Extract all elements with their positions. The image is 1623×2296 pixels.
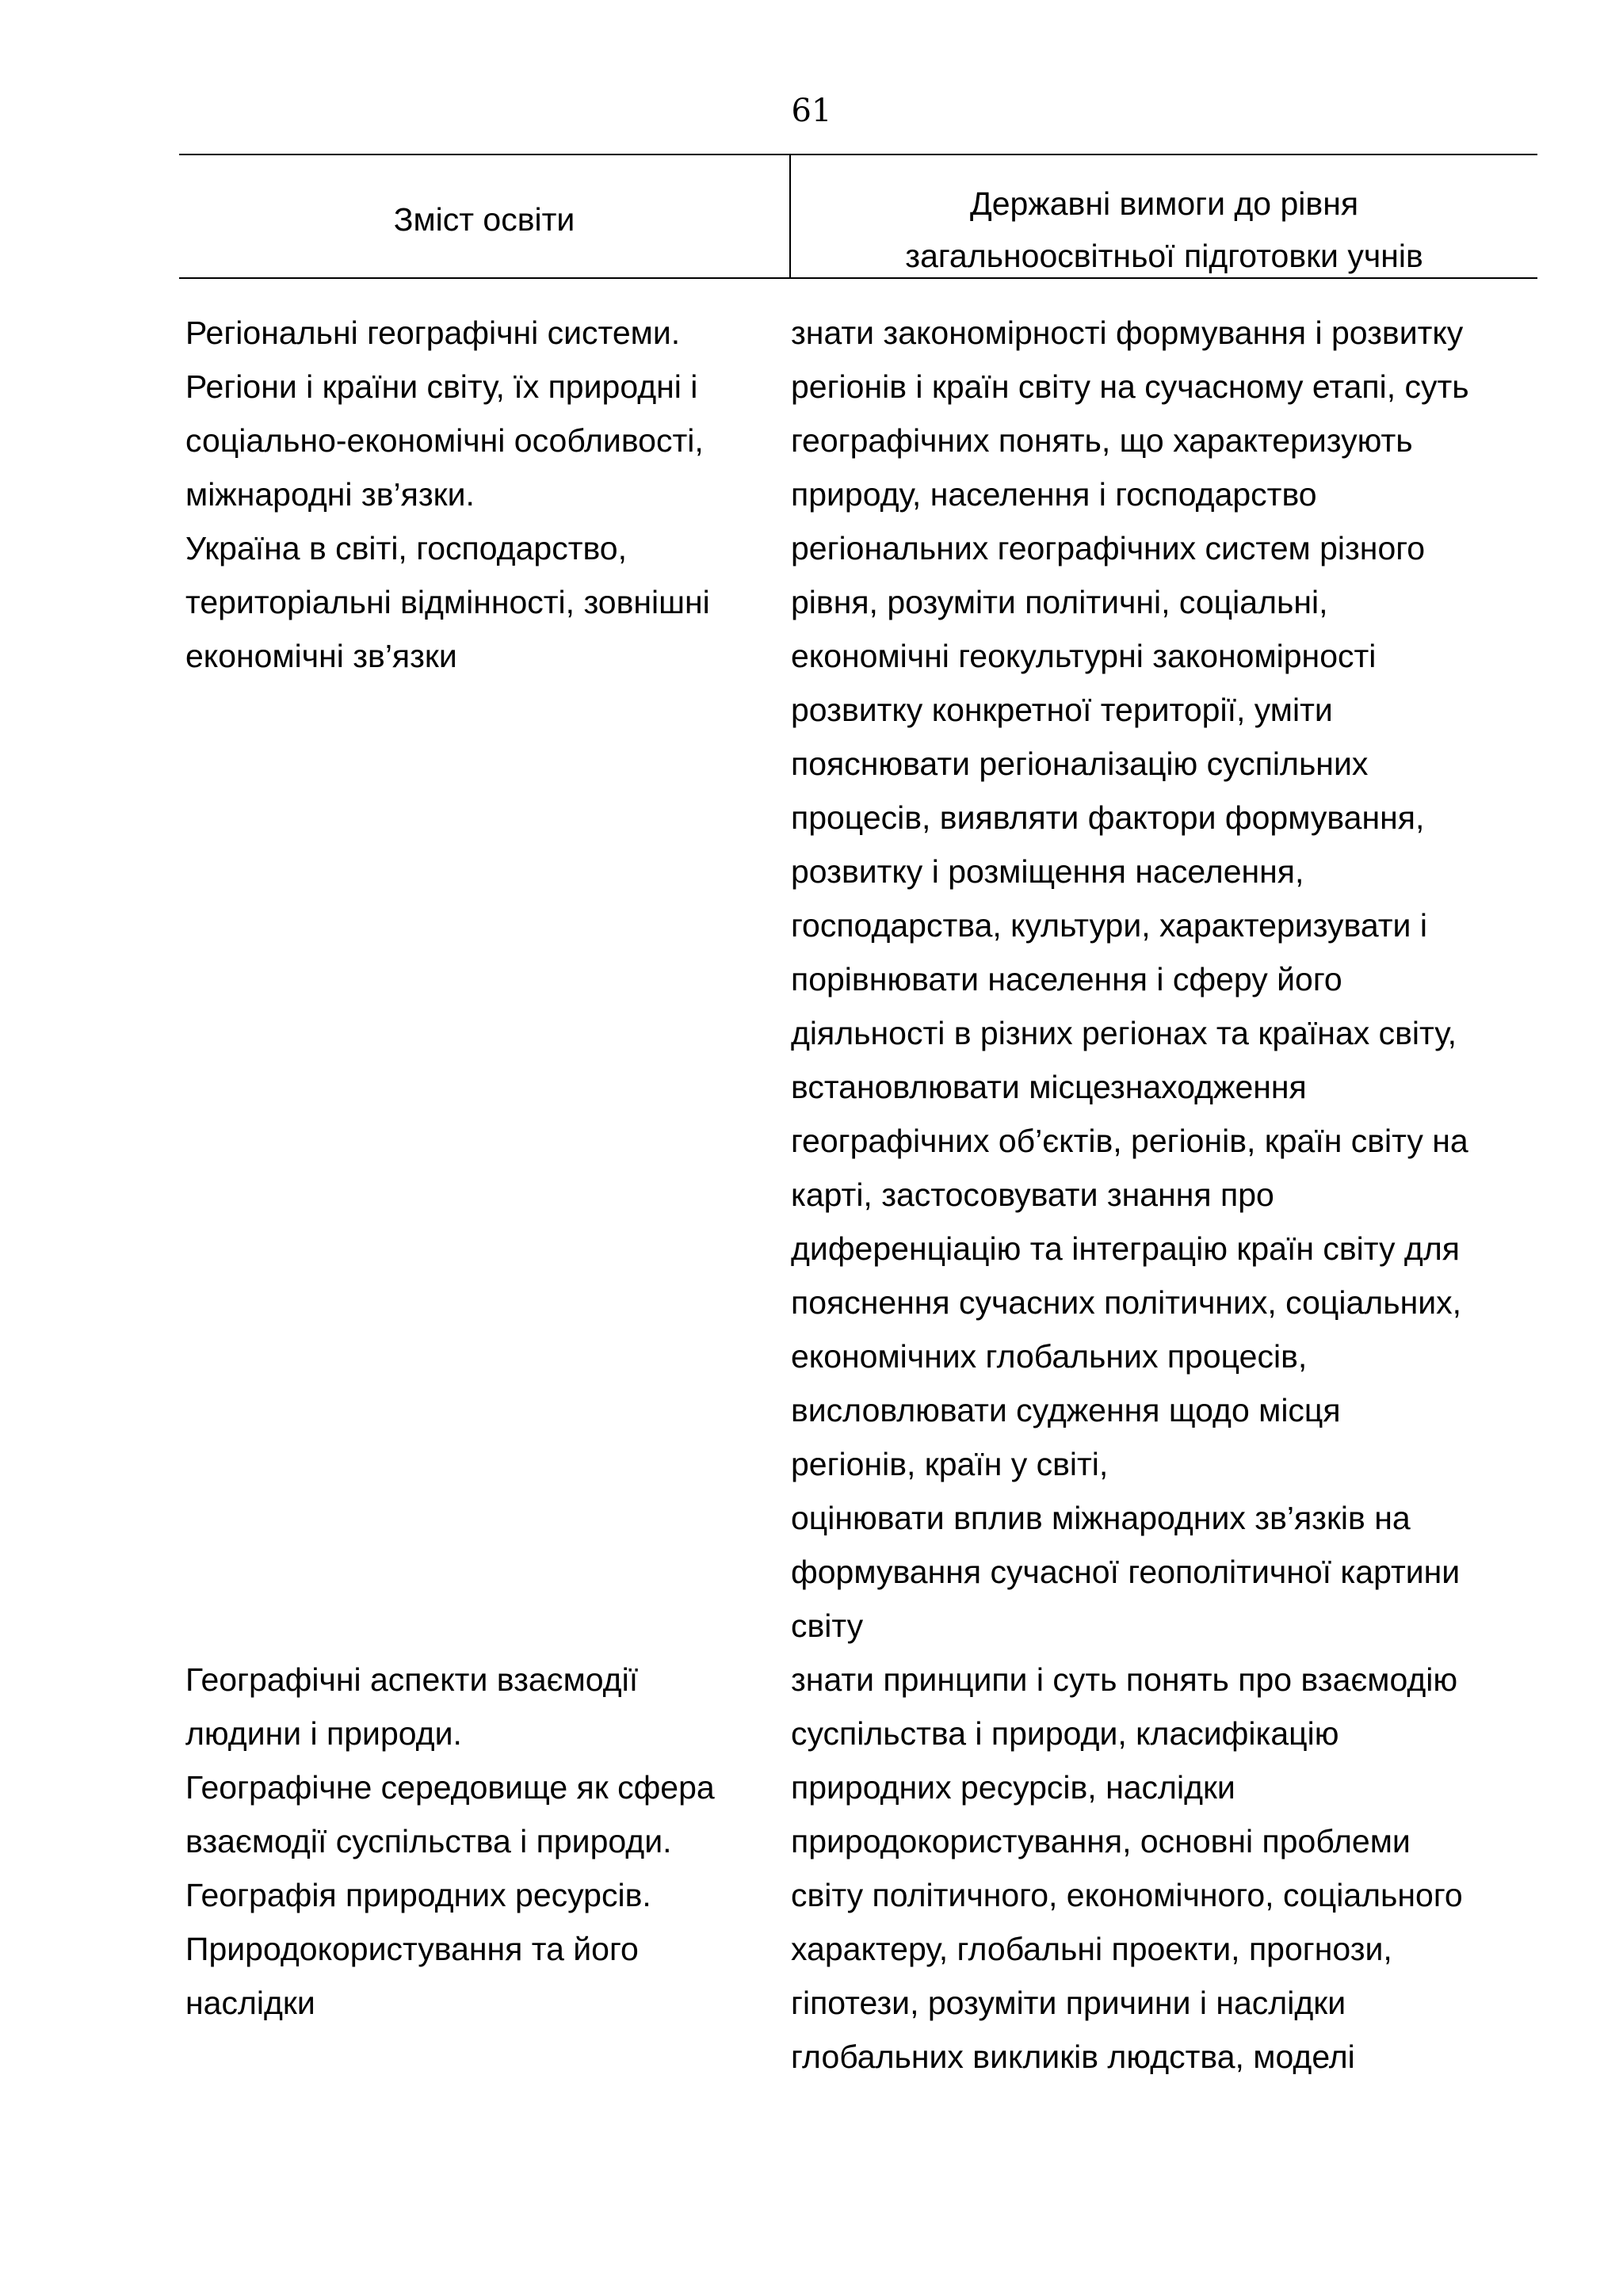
- content-cell: Географічні аспекти взаємодії людини і природи. Географічне середовище як сфера взаємодії суспільства і природи. Географія природних ресурсів. Природокористування та його наслідки: [185, 1661, 715, 2021]
- standards-table: [179, 154, 1537, 2075]
- table-header: [179, 154, 1537, 279]
- requirements-cell: знати закономірності формування і розвитку регіонів і країн світу на сучасному етапі, суть географічних понять, що характеризують природу, населення і господарство регіональних географічних систем різного рівня, розуміти політичні, соціальні, економічні геокультурні закономірності розвитку конкретної території, уміти пояснювати регіоналізацію суспільних процесів, виявляти фактори формування, розвитку і розміщення населення, господарства, культури, характеризувати і порівнювати населення і сферу його діяльності в різних регіонах та країнах світу, встановлювати місцезнаходження географічних об’єктів, регіонів, країн світу на карті, застосовувати знання про диференціацію та інтеграцію країн світу для пояснення сучасних політичних, соціальних, економічних глобальних процесів, висловлювати судження щодо місця регіонів, країн у світі, оцінювати вплив міжнародних зв’язків на формування сучасної геополітичної картини світу: [791, 315, 1469, 1644]
- header-content-column: Зміст освіти: [393, 200, 575, 238]
- header-requirements-column: Державні вимоги до рівня загальноосвітньої підготовки учнів: [905, 185, 1423, 274]
- page-number: 61: [791, 93, 832, 129]
- content-cell: Регіональні географічні системи. Регіони і країни світу, їх природні і соціально-економічні особливості, міжнародні зв’язки. Україна в світі, господарство, територіальні відмінності, зовнішні економічні зв’язки: [185, 315, 710, 674]
- requirements-cell: знати принципи і суть понять про взаємодію суспільства і природи, класифікацію природних ресурсів, наслідки природокористування, основні проблеми світу політичного, економічного, соціального характеру, глобальні проекти, прогнози, гіпотези, розуміти причини і наслідки глобальних викликів людства, моделі: [791, 1661, 1463, 2075]
